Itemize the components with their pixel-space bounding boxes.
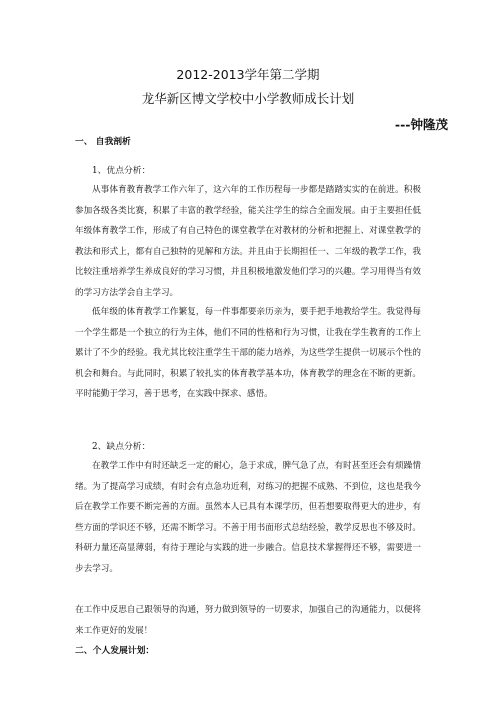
subsection-heading-weaknesses: 2、缺点分析： — [92, 442, 151, 452]
document-author: ---钟隆茂 — [394, 117, 448, 132]
paragraph-text: 在工作中反思自己跟领导的沟通，努力做到领导的一切要求，加强自己的沟通能力，以便将来工作更好的发展！ — [75, 605, 421, 636]
document-main-title: 龙华新区博文学校中小学教师成长计划 — [141, 91, 355, 106]
paragraph-text: 低年级的体育教学工作繁复，每一件事都要亲历亲为，要手把手地教给学生。我觉得每一个学生都是一个独立的行为主体，他们不同的性格和行为习惯，让我在学生教育的工作上累计了不少的经验。我尤其比较注重学生干部的能力培养，为这些学生提供一切展示个性的机会和舞台。与此同时，积累了较扎实的体育教学基本功，体育教学的理念在不断的更新。平时能勤于学习，善于思考，在实践中探求、感悟。 — [75, 307, 421, 399]
weaknesses-paragraph-2 — [75, 600, 421, 641]
section-heading-self-analysis: 一、 自我剖析 — [75, 137, 131, 147]
strengths-paragraph-1 — [75, 180, 421, 303]
paragraph-text: 从事体育教育教学工作六年了，这六年的工作历程每一步都是踏踏实实的在前进。积极参加各级各类比赛，积累了丰富的教学经验，能关注学生的综合全面发展。由于主要担任低年级体育教学工作，形成了有自己特色的课堂教学在对教材的分析和把握上、对课堂教学的教法和形式上，都有自己独特的见解和方法。并且由于长期担任一、二年级的教学工作，我比较注重培养学生养成良好的学习习惯，并且积极地激发他们学习的兴趣。学习用得当有效的学习方法学会自主学习。 — [75, 185, 421, 298]
strengths-paragraph-2 — [75, 302, 421, 405]
weaknesses-paragraph-1 — [75, 456, 421, 579]
subsection-heading-strengths: 1、优点分析： — [92, 166, 151, 176]
document-year-title: 2012-2013学年第二学期 — [176, 67, 320, 82]
section-heading-development-plan: 二、个人发展计划： — [75, 646, 155, 656]
paragraph-text: 在教学工作中有时还缺乏一定的耐心，急于求成，脾气急了点，有时甚至还会有烦躁情绪。为了提高学习成绩，有时会有点急功近利，对练习的把握不成熟、不到位，这也是我今后在教学工作要不断完善的方面。虽然本人已具有本课学历，但若想要取得更大的进步，有些方面的学识还不够，还需不断学习。不善于用书面形式总结经验，教学反思也不够及时。科研力量还高显薄弱，有待于理论与实践的进一步融合。信息技术掌握得还不够，需要进一步去学习。 — [75, 461, 421, 574]
